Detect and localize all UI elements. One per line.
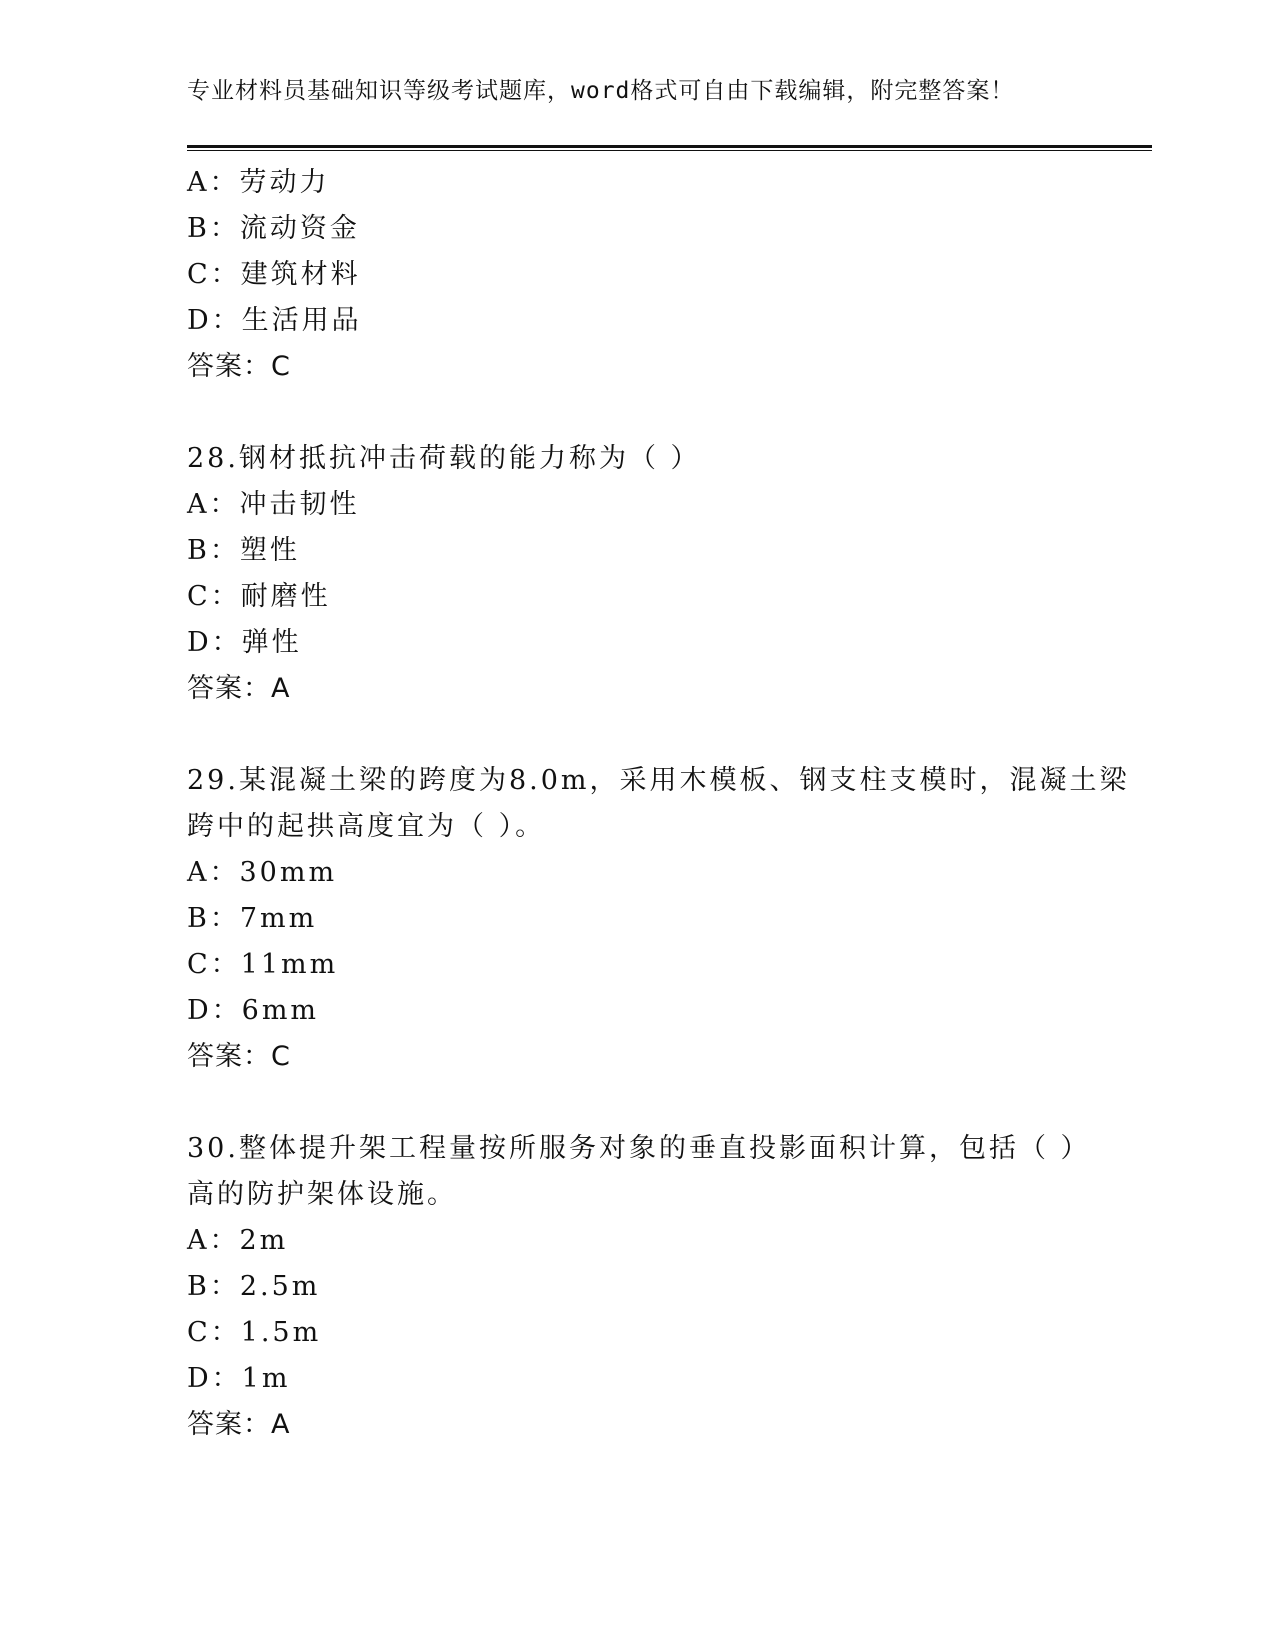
option-b: B：塑性 xyxy=(187,535,300,566)
header-rule-thin xyxy=(187,150,1152,151)
question-30 xyxy=(187,1126,1091,1448)
option-a: A：30mm xyxy=(187,857,338,888)
previous-question xyxy=(187,160,1087,390)
option-b: B：流动资金 xyxy=(187,213,360,244)
question-text-line-1: 30.整体提升架工程量按所服务对象的垂直投影面积计算，包括（ ） xyxy=(187,1133,1091,1164)
question-text-line-2: 高的防护架体设施。 xyxy=(187,1179,457,1210)
document-body xyxy=(187,160,1130,1448)
question-text: 28.钢材抵抗冲击荷载的能力称为（ ） xyxy=(187,443,701,474)
question-text-line-2: 跨中的起拱高度宜为（ ）。 xyxy=(187,811,546,842)
page-header: 专业材料员基础知识等级考试题库，word格式可自由下载编辑，附完整答案！ xyxy=(187,78,1015,104)
option-d: D：生活用品 xyxy=(187,305,362,336)
question-29 xyxy=(187,758,1130,1080)
option-a: A：2m xyxy=(187,1225,289,1256)
option-c: C：耐磨性 xyxy=(187,581,331,612)
header-rule-thick xyxy=(187,145,1152,148)
option-c: C：11mm xyxy=(187,949,339,980)
question-text-line-1: 29.某混凝土梁的跨度为8.0m，采用木模板、钢支柱支模时，混凝土梁 xyxy=(187,765,1130,796)
option-a: A：冲击韧性 xyxy=(187,489,360,520)
option-b: B：7mm xyxy=(187,903,318,934)
question-28 xyxy=(187,436,1087,712)
answer: 答案：C xyxy=(187,351,291,382)
option-d: D：弹性 xyxy=(187,627,302,658)
option-d: D：6mm xyxy=(187,995,320,1026)
option-c: C：1.5m xyxy=(187,1317,322,1348)
option-b: B：2.5m xyxy=(187,1271,321,1302)
answer: 答案：A xyxy=(187,673,291,704)
option-a: A：劳动力 xyxy=(187,167,330,198)
option-c: C：建筑材料 xyxy=(187,259,361,290)
answer: 答案：A xyxy=(187,1409,291,1440)
answer: 答案：C xyxy=(187,1041,291,1072)
option-d: D：1m xyxy=(187,1363,291,1394)
